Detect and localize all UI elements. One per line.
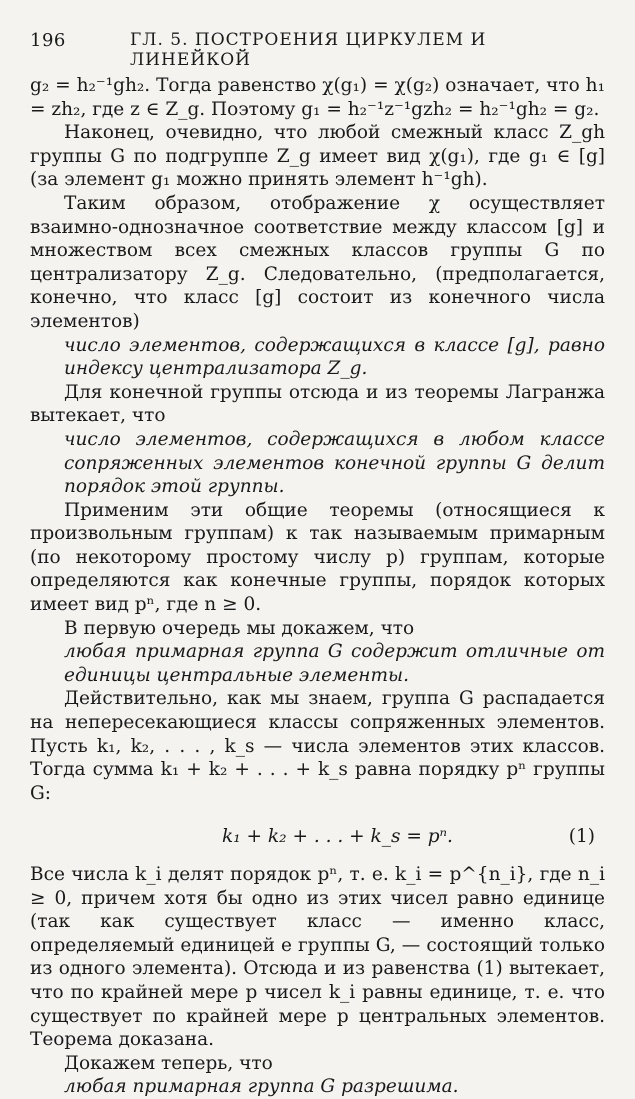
theorem-statement: любая примарная группа G содержит отличные от единицы центральные элементы. [64,641,605,686]
equation-1 [30,825,605,849]
equation-text: k₁ + k₂ + . . . + k_s = pⁿ. [222,826,453,848]
paragraph: Наконец, очевидно, что любой смежный класс Z_gh группы G по подгруппе Z_g имеет вид χ(g₁), где g₁ ∈ [g] (за элемент g₁ можно принять элемент h⁻¹gh). [30,122,605,191]
paragraph: g₂ = h₂⁻¹gh₂. Тогда равенство χ(g₁) = χ(g₂) означает, что h₁ = zh₂, где z ∈ Z_g. Поэтому g₁ = h₂⁻¹z⁻¹gzh₂ = h₂⁻¹gh₂ = g₂. [30,75,605,120]
page-body [30,74,605,1099]
theorem-statement: число элементов, содержащихся в классе [g], равно индексу централизатора Z_g. [64,334,605,380]
theorem-statement: любая примарная группа G разрешима. [64,1076,459,1098]
paragraph: Применим эти общие теоремы (относящиеся к произвольным группам) к так называемым примарным (по некоторому простому числу p) группам, которые определяются как конечные группы, порядок которых имеет вид pⁿ, где n ≥ 0. [30,499,605,616]
paragraph: Действительно, как мы знаем, группа G распадается на непересекающиеся классы сопряженных элементов. Пусть k₁, k₂, . . . , k_s — числа элементов этих классов. Тогда сумма k₁ + k₂ + . . . + k_s равна порядку pⁿ группы G: [30,688,605,804]
running-title: ГЛ. 5. ПОСТРОЕНИЯ ЦИРКУЛЕМ И ЛИНЕЙКОЙ [130,30,487,70]
paragraph: Для конечной группы отсюда и из теоремы Лагранжа вытекает, что [30,381,605,427]
equation-label: (1) [568,826,595,848]
page-number: 196 [30,30,66,51]
paragraph: Все числа k_i делят порядок pⁿ, т. е. k_i = p^{n_i}, где n_i ≥ 0, причем хотя бы одно из этих чисел равно единице (так как существует класс — именно класс, определяемый единицей e группы G, — состоящий только из одного элемента). Отсюда и из равенства (1) вытекает, что по крайней мере p чисел k_i равны единице, т. е. что существует по крайней мере p центральных элементов. Теорема доказана. [30,864,605,1051]
theorem-statement: число элементов, содержащихся в любом классе сопряженных элементов конечной группы G делит порядок этой группы. [64,428,605,498]
paragraph: Таким образом, отображение χ осуществляет взаимно-однозначное соответствие между классом [g] и множеством всех смежных классов группы G по централизатору Z_g. Следовательно, (предполагается, конечно, что класс [g] состоит из конечного числа элементов) [30,192,605,332]
paragraph: Докажем теперь, что [64,1052,273,1074]
paragraph: В первую очередь мы докажем, что [64,617,415,639]
